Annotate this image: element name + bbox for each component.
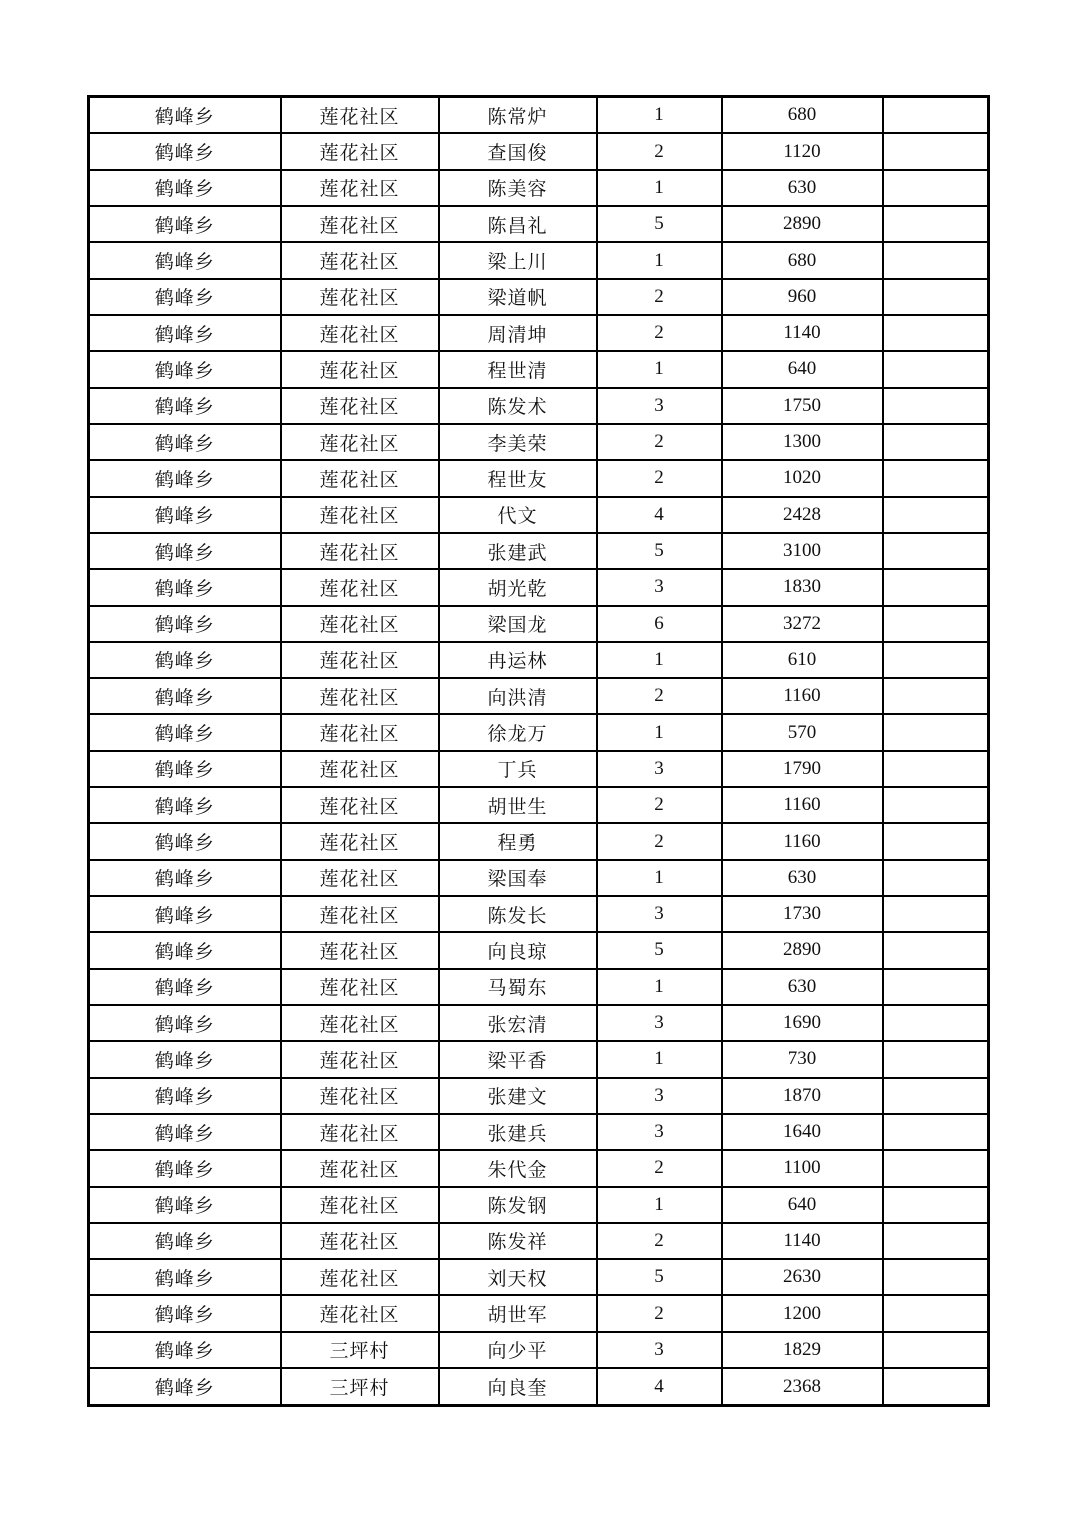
cell-amount: 640 — [722, 351, 883, 387]
cell-township: 鹤峰乡 — [89, 1295, 281, 1331]
cell-village: 莲花社区 — [281, 714, 439, 750]
cell-name: 张建武 — [439, 533, 597, 569]
cell-amount: 1730 — [722, 896, 883, 932]
cell-name: 向洪清 — [439, 678, 597, 714]
cell-village: 莲花社区 — [281, 351, 439, 387]
cell-township: 鹤峰乡 — [89, 242, 281, 278]
cell-name: 张建兵 — [439, 1114, 597, 1150]
cell-township: 鹤峰乡 — [89, 1041, 281, 1077]
cell-count: 3 — [597, 569, 722, 605]
table-row — [89, 351, 989, 387]
cell-amount: 640 — [722, 1187, 883, 1223]
cell-amount: 1750 — [722, 388, 883, 424]
cell-note — [883, 642, 989, 678]
cell-township: 鹤峰乡 — [89, 206, 281, 242]
cell-township: 鹤峰乡 — [89, 388, 281, 424]
cell-name: 冉运林 — [439, 642, 597, 678]
table-row — [89, 460, 989, 496]
cell-township: 鹤峰乡 — [89, 133, 281, 169]
cell-count: 2 — [597, 315, 722, 351]
cell-note — [883, 1114, 989, 1150]
cell-township: 鹤峰乡 — [89, 932, 281, 968]
table-row — [89, 860, 989, 896]
cell-name: 向良奎 — [439, 1368, 597, 1405]
cell-note — [883, 1295, 989, 1331]
cell-township: 鹤峰乡 — [89, 424, 281, 460]
cell-township: 鹤峰乡 — [89, 969, 281, 1005]
cell-count: 1 — [597, 351, 722, 387]
cell-amount: 1120 — [722, 133, 883, 169]
cell-amount: 3272 — [722, 606, 883, 642]
table-row — [89, 315, 989, 351]
cell-count: 3 — [597, 896, 722, 932]
cell-village: 莲花社区 — [281, 497, 439, 533]
cell-name: 向良琼 — [439, 932, 597, 968]
cell-note — [883, 242, 989, 278]
table-row — [89, 787, 989, 823]
cell-count: 1 — [597, 642, 722, 678]
cell-count: 4 — [597, 497, 722, 533]
cell-name: 胡世生 — [439, 787, 597, 823]
cell-count: 2 — [597, 133, 722, 169]
cell-township: 鹤峰乡 — [89, 315, 281, 351]
cell-name: 陈昌礼 — [439, 206, 597, 242]
cell-township: 鹤峰乡 — [89, 97, 281, 134]
cell-village: 莲花社区 — [281, 569, 439, 605]
table-row — [89, 606, 989, 642]
cell-name: 梁上川 — [439, 242, 597, 278]
cell-amount: 1300 — [722, 424, 883, 460]
table-row — [89, 642, 989, 678]
subsidy-table — [87, 95, 990, 1407]
cell-amount: 570 — [722, 714, 883, 750]
cell-note — [883, 1223, 989, 1259]
table-row — [89, 1041, 989, 1077]
cell-name: 陈美容 — [439, 170, 597, 206]
cell-amount: 1160 — [722, 823, 883, 859]
cell-note — [883, 1259, 989, 1295]
cell-count: 1 — [597, 860, 722, 896]
cell-township: 鹤峰乡 — [89, 1150, 281, 1186]
cell-count: 2 — [597, 460, 722, 496]
cell-count: 2 — [597, 787, 722, 823]
cell-village: 莲花社区 — [281, 1078, 439, 1114]
cell-note — [883, 969, 989, 1005]
cell-name: 张宏清 — [439, 1005, 597, 1041]
cell-count: 2 — [597, 1223, 722, 1259]
cell-village: 三坪村 — [281, 1368, 439, 1405]
cell-count: 1 — [597, 1041, 722, 1077]
cell-note — [883, 787, 989, 823]
cell-township: 鹤峰乡 — [89, 678, 281, 714]
cell-count: 2 — [597, 823, 722, 859]
cell-village: 莲花社区 — [281, 787, 439, 823]
cell-village: 莲花社区 — [281, 388, 439, 424]
table-row — [89, 206, 989, 242]
cell-name: 李美荣 — [439, 424, 597, 460]
cell-note — [883, 97, 989, 134]
cell-name: 程勇 — [439, 823, 597, 859]
cell-note — [883, 1041, 989, 1077]
cell-note — [883, 1332, 989, 1368]
cell-amount: 1140 — [722, 1223, 883, 1259]
cell-village: 莲花社区 — [281, 642, 439, 678]
cell-name: 徐龙万 — [439, 714, 597, 750]
cell-amount: 1100 — [722, 1150, 883, 1186]
cell-count: 2 — [597, 424, 722, 460]
cell-amount: 1140 — [722, 315, 883, 351]
cell-count: 2 — [597, 678, 722, 714]
cell-note — [883, 315, 989, 351]
cell-township: 鹤峰乡 — [89, 460, 281, 496]
cell-amount: 2428 — [722, 497, 883, 533]
cell-count: 5 — [597, 206, 722, 242]
cell-village: 莲花社区 — [281, 606, 439, 642]
cell-note — [883, 206, 989, 242]
table-row — [89, 497, 989, 533]
cell-township: 鹤峰乡 — [89, 279, 281, 315]
cell-amount: 1690 — [722, 1005, 883, 1041]
cell-amount: 1830 — [722, 569, 883, 605]
cell-amount: 680 — [722, 242, 883, 278]
cell-note — [883, 1368, 989, 1405]
cell-amount: 1020 — [722, 460, 883, 496]
cell-village: 莲花社区 — [281, 315, 439, 351]
cell-note — [883, 678, 989, 714]
cell-village: 莲花社区 — [281, 460, 439, 496]
cell-count: 2 — [597, 1295, 722, 1331]
cell-count: 4 — [597, 1368, 722, 1405]
table-row — [89, 1005, 989, 1041]
cell-village: 莲花社区 — [281, 1295, 439, 1331]
cell-amount: 1640 — [722, 1114, 883, 1150]
cell-amount: 960 — [722, 279, 883, 315]
cell-township: 鹤峰乡 — [89, 497, 281, 533]
table-row — [89, 1223, 989, 1259]
cell-name: 陈发长 — [439, 896, 597, 932]
cell-name: 马蜀东 — [439, 969, 597, 1005]
table-row — [89, 388, 989, 424]
table-row — [89, 242, 989, 278]
cell-name: 朱代金 — [439, 1150, 597, 1186]
cell-note — [883, 606, 989, 642]
cell-village: 莲花社区 — [281, 97, 439, 134]
cell-village: 莲花社区 — [281, 896, 439, 932]
table-row — [89, 279, 989, 315]
cell-village: 莲花社区 — [281, 1005, 439, 1041]
cell-amount: 3100 — [722, 533, 883, 569]
cell-village: 莲花社区 — [281, 424, 439, 460]
cell-village: 莲花社区 — [281, 932, 439, 968]
cell-count: 5 — [597, 1259, 722, 1295]
cell-name: 刘天权 — [439, 1259, 597, 1295]
cell-name: 陈常炉 — [439, 97, 597, 134]
table-row — [89, 133, 989, 169]
cell-amount: 610 — [722, 642, 883, 678]
cell-amount: 2630 — [722, 1259, 883, 1295]
cell-note — [883, 823, 989, 859]
table-row — [89, 170, 989, 206]
cell-note — [883, 932, 989, 968]
cell-village: 莲花社区 — [281, 279, 439, 315]
table-row — [89, 823, 989, 859]
cell-township: 鹤峰乡 — [89, 1368, 281, 1405]
cell-note — [883, 279, 989, 315]
cell-amount: 2890 — [722, 932, 883, 968]
cell-amount: 1870 — [722, 1078, 883, 1114]
cell-name: 向少平 — [439, 1332, 597, 1368]
cell-name: 陈发钢 — [439, 1187, 597, 1223]
cell-amount: 630 — [722, 860, 883, 896]
cell-note — [883, 1005, 989, 1041]
cell-amount: 1160 — [722, 678, 883, 714]
table-row — [89, 569, 989, 605]
cell-count: 3 — [597, 388, 722, 424]
cell-village: 莲花社区 — [281, 860, 439, 896]
cell-amount: 1200 — [722, 1295, 883, 1331]
cell-note — [883, 1078, 989, 1114]
cell-name: 丁兵 — [439, 751, 597, 787]
cell-count: 1 — [597, 242, 722, 278]
cell-note — [883, 751, 989, 787]
cell-village: 莲花社区 — [281, 751, 439, 787]
cell-count: 6 — [597, 606, 722, 642]
cell-note — [883, 170, 989, 206]
cell-count: 3 — [597, 1114, 722, 1150]
cell-township: 鹤峰乡 — [89, 823, 281, 859]
cell-count: 5 — [597, 932, 722, 968]
cell-name: 程世清 — [439, 351, 597, 387]
cell-name: 张建文 — [439, 1078, 597, 1114]
cell-note — [883, 569, 989, 605]
cell-village: 莲花社区 — [281, 133, 439, 169]
cell-note — [883, 497, 989, 533]
cell-count: 2 — [597, 279, 722, 315]
table-row — [89, 1295, 989, 1331]
table-row — [89, 1368, 989, 1405]
cell-note — [883, 1150, 989, 1186]
cell-village: 莲花社区 — [281, 1223, 439, 1259]
cell-name: 梁道帆 — [439, 279, 597, 315]
cell-note — [883, 714, 989, 750]
cell-amount: 1790 — [722, 751, 883, 787]
table-row — [89, 1078, 989, 1114]
table-row — [89, 932, 989, 968]
cell-township: 鹤峰乡 — [89, 1187, 281, 1223]
table-row — [89, 97, 989, 134]
table-row — [89, 1150, 989, 1186]
cell-name: 程世友 — [439, 460, 597, 496]
table-row — [89, 969, 989, 1005]
cell-township: 鹤峰乡 — [89, 1078, 281, 1114]
cell-township: 鹤峰乡 — [89, 860, 281, 896]
cell-note — [883, 351, 989, 387]
table-row — [89, 1187, 989, 1223]
cell-village: 莲花社区 — [281, 678, 439, 714]
cell-village: 莲花社区 — [281, 533, 439, 569]
cell-name: 代文 — [439, 497, 597, 533]
cell-amount: 680 — [722, 97, 883, 134]
cell-village: 莲花社区 — [281, 170, 439, 206]
cell-note — [883, 133, 989, 169]
cell-name: 梁国奉 — [439, 860, 597, 896]
cell-name: 梁平香 — [439, 1041, 597, 1077]
cell-note — [883, 388, 989, 424]
table-row — [89, 678, 989, 714]
cell-village: 莲花社区 — [281, 823, 439, 859]
cell-township: 鹤峰乡 — [89, 533, 281, 569]
cell-amount: 1829 — [722, 1332, 883, 1368]
cell-township: 鹤峰乡 — [89, 751, 281, 787]
cell-township: 鹤峰乡 — [89, 896, 281, 932]
cell-village: 莲花社区 — [281, 969, 439, 1005]
cell-township: 鹤峰乡 — [89, 714, 281, 750]
table-row — [89, 1332, 989, 1368]
cell-township: 鹤峰乡 — [89, 1332, 281, 1368]
cell-amount: 630 — [722, 969, 883, 1005]
cell-note — [883, 860, 989, 896]
cell-count: 1 — [597, 170, 722, 206]
cell-township: 鹤峰乡 — [89, 606, 281, 642]
cell-amount: 2890 — [722, 206, 883, 242]
cell-note — [883, 1187, 989, 1223]
cell-count: 5 — [597, 533, 722, 569]
cell-name: 胡世军 — [439, 1295, 597, 1331]
cell-name: 梁国龙 — [439, 606, 597, 642]
table-row — [89, 424, 989, 460]
cell-village: 莲花社区 — [281, 1041, 439, 1077]
cell-count: 2 — [597, 1150, 722, 1186]
cell-name: 胡光乾 — [439, 569, 597, 605]
table-row — [89, 1114, 989, 1150]
cell-count: 1 — [597, 97, 722, 134]
cell-village: 莲花社区 — [281, 206, 439, 242]
cell-amount: 1160 — [722, 787, 883, 823]
table-row — [89, 1259, 989, 1295]
cell-note — [883, 896, 989, 932]
cell-count: 3 — [597, 1078, 722, 1114]
cell-village: 莲花社区 — [281, 1150, 439, 1186]
cell-name: 查国俊 — [439, 133, 597, 169]
cell-township: 鹤峰乡 — [89, 1114, 281, 1150]
cell-count: 3 — [597, 1332, 722, 1368]
table-row — [89, 896, 989, 932]
cell-count: 3 — [597, 1005, 722, 1041]
cell-note — [883, 460, 989, 496]
cell-count: 1 — [597, 969, 722, 1005]
table-row — [89, 533, 989, 569]
cell-note — [883, 424, 989, 460]
cell-count: 1 — [597, 1187, 722, 1223]
cell-amount: 2368 — [722, 1368, 883, 1405]
cell-name: 周清坤 — [439, 315, 597, 351]
cell-township: 鹤峰乡 — [89, 1223, 281, 1259]
cell-note — [883, 533, 989, 569]
cell-village: 莲花社区 — [281, 1114, 439, 1150]
table-row — [89, 751, 989, 787]
cell-amount: 730 — [722, 1041, 883, 1077]
cell-village: 三坪村 — [281, 1332, 439, 1368]
cell-count: 3 — [597, 751, 722, 787]
cell-amount: 630 — [722, 170, 883, 206]
cell-township: 鹤峰乡 — [89, 787, 281, 823]
cell-name: 陈发祥 — [439, 1223, 597, 1259]
cell-township: 鹤峰乡 — [89, 642, 281, 678]
cell-village: 莲花社区 — [281, 1187, 439, 1223]
cell-township: 鹤峰乡 — [89, 569, 281, 605]
cell-township: 鹤峰乡 — [89, 1005, 281, 1041]
table-body — [89, 97, 989, 1406]
cell-name: 陈发术 — [439, 388, 597, 424]
cell-township: 鹤峰乡 — [89, 351, 281, 387]
table-row — [89, 714, 989, 750]
cell-township: 鹤峰乡 — [89, 170, 281, 206]
cell-village: 莲花社区 — [281, 242, 439, 278]
cell-count: 1 — [597, 714, 722, 750]
cell-village: 莲花社区 — [281, 1259, 439, 1295]
cell-township: 鹤峰乡 — [89, 1259, 281, 1295]
